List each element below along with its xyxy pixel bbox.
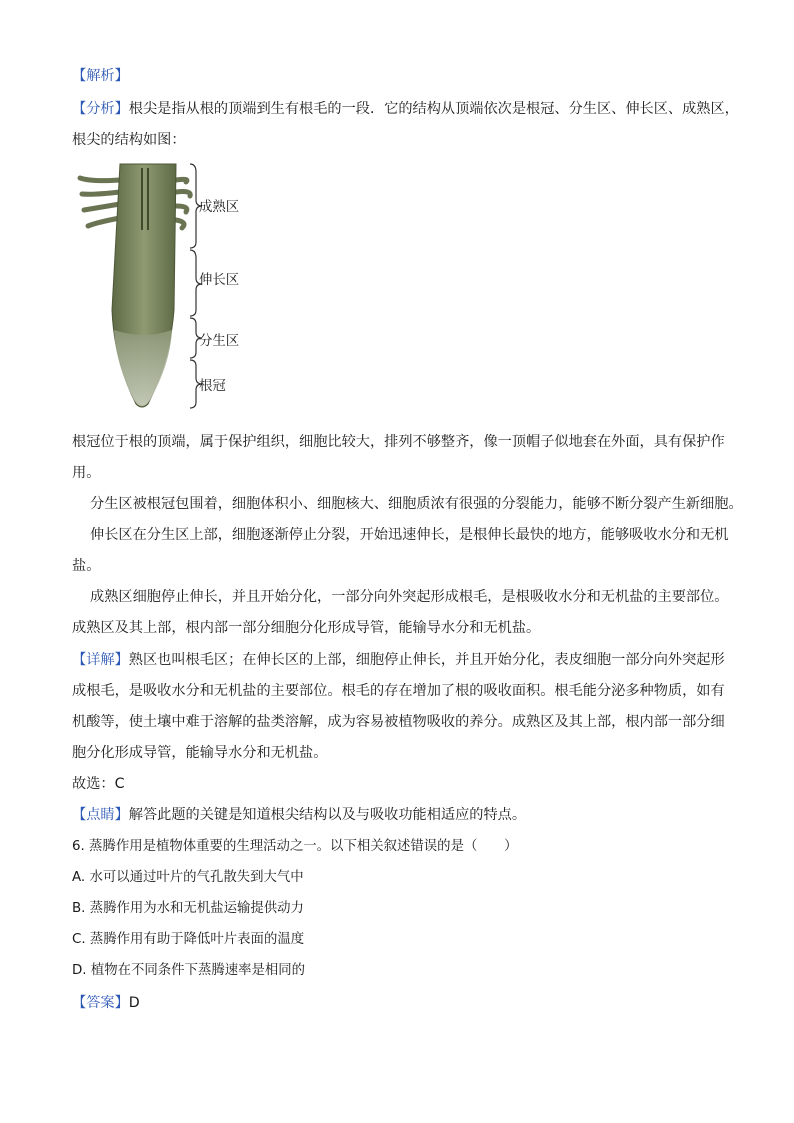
xiangjie-line-4: 胞分化形成导管，能输导水分和无机盐。 — [72, 745, 328, 761]
option-d: D. 植物在不同条件下蒸腾速率是相同的 — [72, 963, 306, 978]
xiangjie-text-1: 熟区也叫根毛区；在伸长区的上部，细胞停止伸长，并且开始分化，表皮细胞一部分向外突起形 — [128, 652, 725, 668]
para-4-line-2: 成熟区及其上部，根内部一部分细胞分化形成导管，能输导水分和无机盐。 — [72, 620, 541, 636]
jiexi-tag: 【解析】 — [72, 68, 129, 84]
option-c: C. 蒸腾作用有助于降低叶片表面的温度 — [72, 932, 305, 947]
para-3-line-2: 盐。 — [72, 558, 101, 574]
xiangjie-line-1 — [72, 650, 732, 670]
fenxi-text-1: 根尖是指从根的顶端到生有根毛的一段．它的结构从顶端依次是根冠、分生区、伸长区、成熟区， — [128, 101, 739, 117]
xiangjie-line-3: 机酸等，使土壤中难于溶解的盐类溶解，成为容易被植物吸收的养分。成熟区及其上部，根内部一部分细 — [72, 714, 725, 730]
dianjing-line — [72, 805, 732, 825]
label-shenchang: 伸长区 — [199, 273, 240, 288]
dianjing-text: 解答此题的关键是知道根尖结构以及与吸收功能相适应的特点。 — [128, 807, 527, 823]
para-3-line-1: 伸长区在分生区上部，细胞逐渐停止分裂，开始迅速伸长，是根伸长最快的地方，能够吸收水分和无机 — [90, 527, 729, 543]
fenxi-tag: 【分析】 — [72, 101, 129, 117]
label-gengguan: 根冠 — [199, 379, 226, 394]
para-4-line-1: 成熟区细胞停止伸长，并且开始分化，一部分向外突起形成根毛，是根吸收水分和无机盐的主要部位。 — [90, 589, 729, 605]
para-1-line-1: 根冠位于根的顶端，属于保护组织，细胞比较大，排列不够整齐，像一顶帽子似地套在外面，具有保护作 — [72, 434, 725, 450]
para-1-line-2: 用。 — [72, 465, 101, 481]
xiangjie-line-2: 成根毛，是吸收水分和无机盐的主要部位。根毛的存在增加了根的吸收面积。根毛能分泌多种物质，如有 — [72, 683, 725, 699]
option-b: B. 蒸腾作用为水和无机盐运输提供动力 — [72, 901, 304, 916]
analysis-line-2: 根尖的结构如图： — [72, 132, 186, 148]
daan-line — [72, 993, 732, 1013]
option-a: A. 水可以通过叶片的气孔散失到大气中 — [72, 870, 304, 885]
dianjing-tag: 【点睛】 — [72, 807, 129, 823]
answer-choice-line: 故选：C — [72, 776, 125, 792]
root-tip-figure — [72, 160, 252, 420]
daan-tag: 【答案】 — [72, 995, 129, 1011]
analysis-line-1 — [72, 99, 739, 119]
label-fensheng: 分生区 — [199, 334, 240, 349]
daan-value: D — [128, 995, 140, 1011]
analysis-header — [72, 66, 732, 86]
label-chengshu: 成熟区 — [199, 200, 240, 215]
question-stem: 6. 蒸腾作用是植物体重要的生理活动之一。以下相关叙述错误的是（ ） — [72, 839, 518, 854]
xiangjie-tag: 【详解】 — [72, 652, 129, 668]
para-2: 分生区被根冠包围着，细胞体积小、细胞核大、细胞质浓有很强的分裂能力，能够不断分裂产生新细胞。 — [90, 496, 743, 512]
